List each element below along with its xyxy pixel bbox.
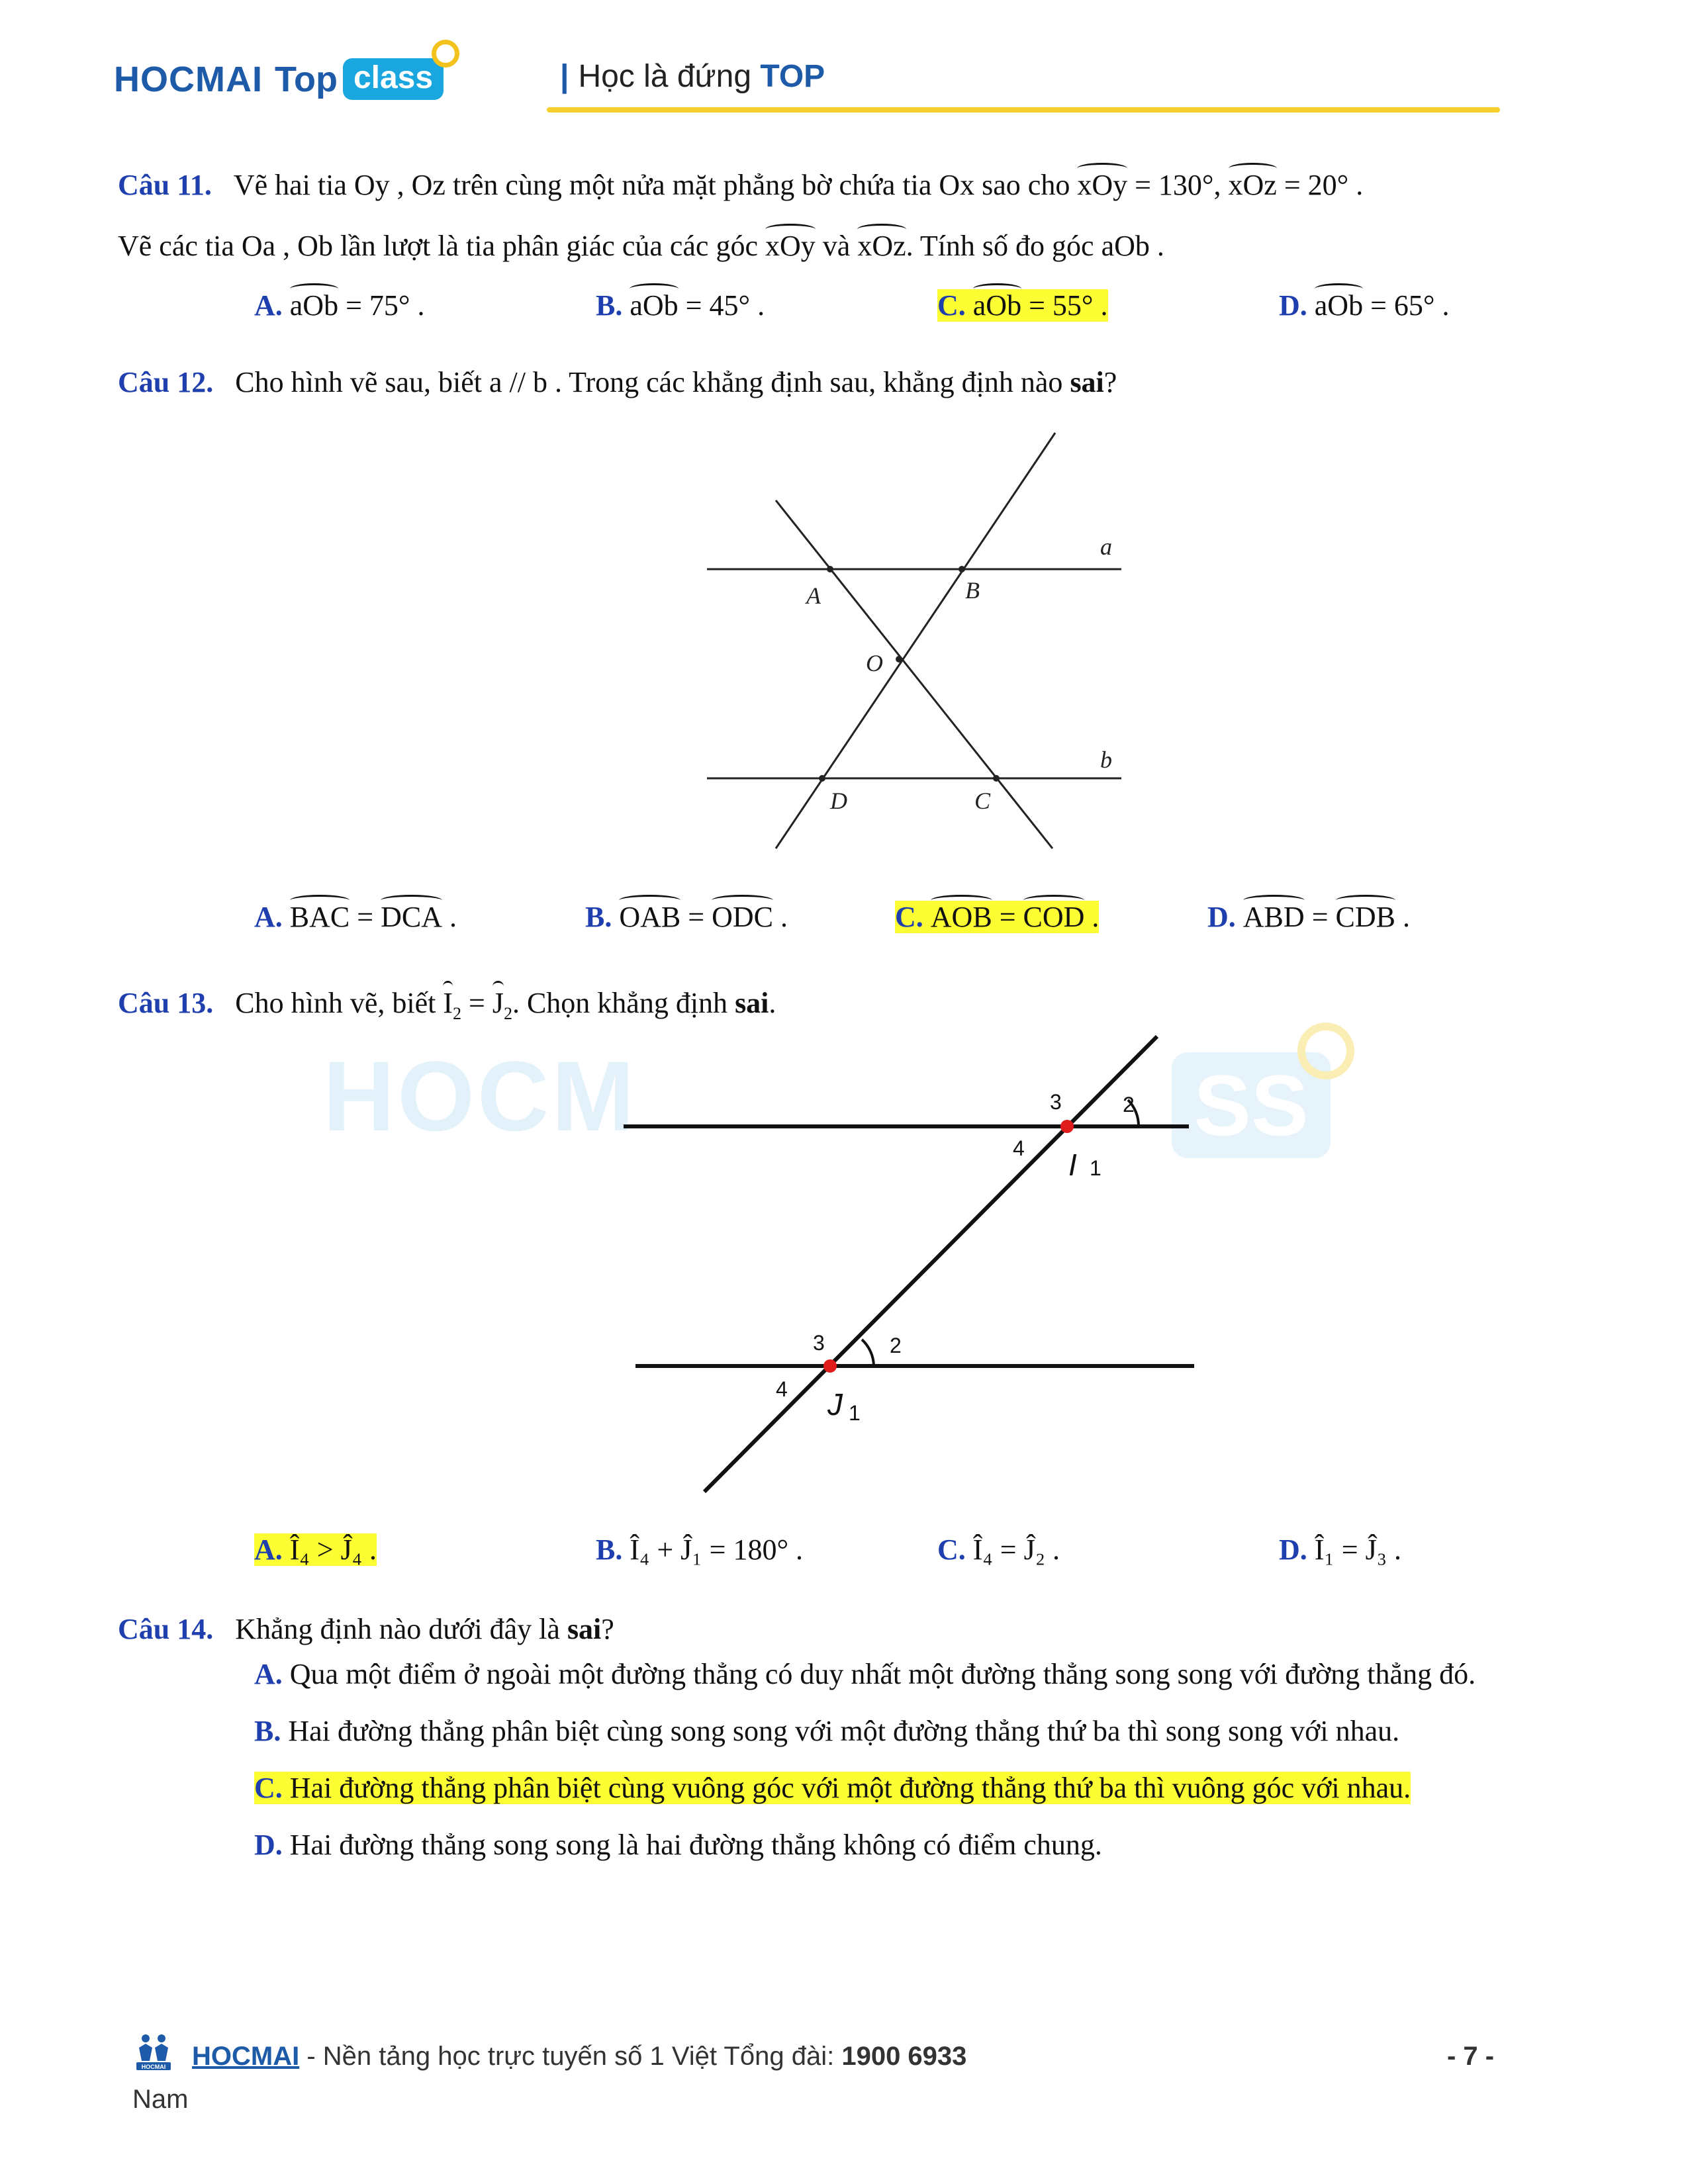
q11-option-a-letter: A. (254, 289, 283, 322)
q12-option-a: A. BAC = DCA . (254, 897, 457, 937)
label-i-sub: 1 (1090, 1156, 1102, 1180)
q13-text-a: Cho hình vẽ, biết (235, 987, 444, 1019)
q11-option-a-rest: = 75° . (338, 289, 425, 322)
q12-option-b-left: OAB (619, 897, 680, 937)
q12-option-a-right: DCA (381, 897, 442, 937)
q11-text1: Vẽ hai tia Oy , Oz trên cùng một nửa mặt phẳng bờ chứa tia Ox sao cho (233, 169, 1078, 201)
q13-option-c (937, 1530, 1060, 1570)
footer-text (192, 2042, 966, 2071)
point-j1 (823, 1359, 837, 1373)
slogan-top: TOP (760, 59, 825, 94)
label-j4: 4 (776, 1377, 788, 1401)
q12-option-d-letter: D. (1207, 901, 1236, 933)
q13-option-d-letter: D. (1279, 1533, 1307, 1566)
q13-option-d-text: Î₁ = Ĵ₃ . (1314, 1533, 1402, 1566)
label-j: J (827, 1387, 843, 1422)
label-B: B (965, 577, 980, 604)
q12-option-b-letter: B. (585, 901, 612, 933)
q11-eq2: = 20° . (1276, 169, 1364, 201)
label-j2: 2 (890, 1334, 902, 1357)
q11-option-c-angle: aOb (973, 286, 1021, 326)
q11-option-c-letter: C. (937, 289, 966, 322)
q13-angle-i-sub: 2 (453, 1003, 461, 1023)
q11-option-b-letter: B. (596, 289, 623, 322)
q13-option-a (254, 1530, 377, 1570)
q14-option-a (254, 1655, 1476, 1694)
q11-angle2: xOz (1229, 165, 1277, 205)
page-number-text: - 7 - (1447, 2042, 1495, 2071)
footer-nam: Nam (132, 2085, 189, 2114)
slogan-text: Học là đứng (578, 59, 761, 94)
q14-text-bold: sai (567, 1613, 602, 1645)
q13-text-b: . Chọn khẳng định (512, 987, 735, 1019)
q14-option-c-text: Hai đường thẳng phân biệt cùng vuông góc với một đường thẳng thứ ba thì vuông góc với nhau. (282, 1772, 1411, 1804)
q13-option-a-text: Î₄ > Ĵ₄ . (289, 1533, 377, 1566)
q14-option-b-text: Hai đường thẳng phân biệt cùng song song với một đường thẳng thứ ba thì song song với nhau. (281, 1715, 1400, 1747)
q13-angle-j: J (492, 983, 504, 1023)
q12-option-b: B. OAB = ODC . (585, 897, 788, 937)
page-number (1447, 2042, 1494, 2071)
q11-text2a: Vẽ các tia Oa , Ob lần lượt là tia phân giác của các góc (118, 230, 765, 262)
label-i: I (1068, 1148, 1077, 1182)
q12-text-bold: sai (1070, 366, 1104, 398)
q11-angle4: xOz (857, 226, 906, 266)
q13-option-b-letter: B. (596, 1533, 623, 1566)
arc-j2 (862, 1340, 874, 1366)
logo-class-text: class (353, 60, 434, 95)
q11-option-d-rest: = 65° . (1363, 289, 1450, 322)
footer-tagline: - Nền tảng học trực tuyến số 1 Việt Tổng đài: (299, 2042, 842, 2071)
q12-option-c-left: AOB (931, 897, 992, 937)
q13-option-c-text: Î₄ = Ĵ₂ . (972, 1533, 1060, 1566)
q14-question (118, 1610, 614, 1649)
q11-text2c: . Tính số đo góc aOb . (906, 230, 1164, 262)
q11-option-d-letter: D. (1279, 289, 1307, 322)
label-D: D (830, 788, 847, 814)
label-A: A (806, 582, 821, 609)
q12-option-b-right: ODC (712, 897, 773, 937)
q12-option-a-letter: A. (254, 901, 283, 933)
q13-text-end: . (769, 987, 776, 1019)
q12-option-a-left: BAC (290, 897, 350, 937)
q14-option-b-letter: B. (254, 1715, 281, 1747)
logo-hocmai: HOCMAI (114, 59, 263, 99)
q13-option-a-highlight (254, 1533, 377, 1566)
q12-option-d: D. ABD = CDB . (1207, 897, 1410, 937)
q13-angle-j-sub: 2 (503, 1003, 512, 1023)
q13-label: Câu 13. (118, 987, 214, 1019)
label-C: C (974, 788, 991, 814)
slogan-bar: | (560, 59, 569, 94)
logo-top: Top (274, 59, 338, 99)
transversal (704, 1036, 1157, 1492)
q14-option-d (254, 1825, 1102, 1865)
q14-option-c-highlight (254, 1772, 1411, 1804)
q11-text2b: và (815, 230, 858, 262)
q13-angle-i: I (443, 983, 453, 1023)
watermark-class-text: SS (1194, 1057, 1309, 1154)
q14-option-a-text: Qua một điểm ở ngoài một đường thẳng có duy nhất một đường thẳng song song với đường thẳng đó. (282, 1658, 1476, 1690)
label-j-sub: 1 (849, 1401, 861, 1425)
hocmai-footer-icon (132, 2032, 175, 2074)
q12-option-d-left: ABD (1243, 897, 1305, 937)
label-i2: 2 (1123, 1093, 1135, 1116)
q13-option-c-letter: C. (937, 1533, 966, 1566)
q11-option-a-angle: aOb (290, 286, 338, 326)
q14-text-end: ? (601, 1613, 614, 1645)
q12-label: Câu 12. (118, 366, 214, 398)
q12-option-c-highlight: C. AOB = COD . (895, 901, 1099, 933)
label-i3: 3 (1050, 1090, 1062, 1114)
q11-label: Câu 11. (118, 169, 212, 201)
label-i4: 4 (1013, 1136, 1025, 1160)
q11-angle1: xOy (1077, 165, 1127, 205)
q14-label: Câu 14. (118, 1613, 214, 1645)
label-a-line: a (1100, 533, 1112, 560)
q11-eq1: = 130°, (1127, 169, 1229, 201)
q14-option-d-letter: D. (254, 1829, 283, 1861)
q13-option-a-letter: A. (254, 1533, 283, 1566)
q12-option-d-right: CDB (1336, 897, 1395, 937)
q11-option-b-rest: = 45° . (678, 289, 765, 322)
q12-option-c-letter: C. (895, 901, 923, 933)
q12-text-end: ? (1103, 366, 1117, 398)
q14-text: Khẳng định nào dưới đây là (235, 1613, 567, 1645)
label-j3: 3 (813, 1331, 825, 1355)
q13-option-b (596, 1530, 803, 1570)
q11-option-b-angle: aOb (630, 286, 678, 326)
q11-option-d-angle: aOb (1315, 286, 1363, 326)
q14-option-c-letter: C. (254, 1772, 283, 1804)
q12-text: Cho hình vẽ sau, biết a // b . Trong các khẳng định sau, khẳng định nào (235, 366, 1070, 398)
q11-option-c-rest: = 55° . (1021, 289, 1108, 322)
q13-option-b-text: Î₄ + Ĵ₁ = 180° . (630, 1533, 804, 1566)
q11-angle3: xOy (765, 226, 816, 266)
footer-brand-link[interactable]: HOCMAI (192, 2042, 300, 2071)
q12-option-c-right: COD (1023, 897, 1085, 937)
footer-hotline: 1900 6933 (841, 2042, 967, 2071)
q14-option-c (254, 1768, 1411, 1808)
q14-option-d-text: Hai đường thẳng song song là hai đường thẳng không có điểm chung. (282, 1829, 1102, 1861)
q13-option-d (1279, 1530, 1401, 1570)
q14-option-b (254, 1711, 1399, 1751)
label-b-line: b (1100, 747, 1112, 773)
footer-icon-text: HOCMAI (141, 2064, 166, 2070)
q13-text-bold: sai (735, 987, 769, 1019)
watermark-text: HOCM (323, 1040, 637, 1152)
q14-option-a-letter: A. (254, 1658, 283, 1690)
q13-eq: = (461, 987, 492, 1019)
label-O: O (866, 650, 883, 676)
point-i1 (1060, 1120, 1074, 1133)
